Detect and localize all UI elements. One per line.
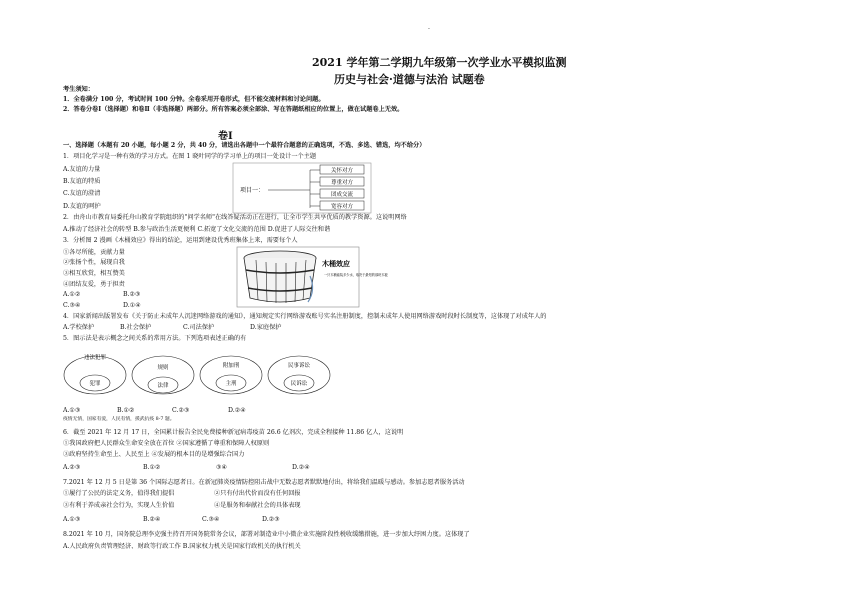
concept-diagrams <box>63 345 343 405</box>
statement: ②只有付出代价而没有任何回报 <box>214 490 301 497</box>
concept-group-1 <box>64 353 126 394</box>
statement: ①履行了公民的法定义务，值得我们提倡 <box>63 490 175 497</box>
option: C.③④ <box>202 516 220 523</box>
option: D.②④ <box>292 464 310 471</box>
footnote: 疫情无情，国家有爱，人民有情，援武抗疫 8-7 题。 <box>63 417 175 422</box>
question-stem: 4．国家新闻出版署发布《关于防止未成年人沉迷网络游戏的通知》，通知规定实行网络游戏账号实名注册制度，控制未成年人使用网络游戏时段时长制度等，这体现了对成年人的 <box>63 313 547 320</box>
diagram-box-3 <box>310 201 364 210</box>
question-stem: 7.2021 年 12 月 5 日是第 36 个国际志愿者日。在新冠肺炎疫情防控阻击战中无数志愿者默默地付出，将给我们温暖与感动。参加志愿者服务活动 <box>63 479 465 486</box>
question-stem: 8.2021 年 10 月，国务院总理李克强主持召开国务院常务会议，部署对制造业中小微企业实施阶段性税收缓缴措施，进一步加大纾困力度。这体现了 <box>63 531 470 538</box>
cartoon-title: 木桶效应 <box>322 259 350 268</box>
option: C.司法保护 <box>183 324 215 331</box>
statement: ②张扬个性，展现自我 <box>63 259 125 266</box>
statement: ①我国政府把人民群众生命安全放在首位 ②国家遵循了尊重和保障人权原则 <box>63 440 270 447</box>
option: D.②④ <box>228 407 246 414</box>
notice-item: 1．全卷满分 100 分，考试时间 100 分钟。全卷采用开卷形式，但不能交流材料和讨论问题。 <box>63 96 325 103</box>
page-subtitle: 历史与社会·道德与法治 试题卷 <box>334 73 485 86</box>
svg-text:民事诉讼: 民事诉讼 <box>287 363 311 369</box>
option: B.①② <box>117 407 135 414</box>
svg-text:关怀对方: 关怀对方 <box>330 168 354 174</box>
project-diagram <box>232 162 372 214</box>
svg-text:民诉讼: 民诉讼 <box>290 381 308 387</box>
section-instruction: 一、选择题（本题有 20 小题，每小题 2 分，共 40 分，请选出各题中一个最符合题意的正确选项，不选、多选、错选，均不给分） <box>63 142 426 149</box>
option: A.②③ <box>63 464 81 471</box>
option: D.友谊的呵护 <box>63 203 101 210</box>
option: A.①③ <box>63 516 81 523</box>
section-heading: 卷Ⅰ <box>218 131 233 142</box>
option: A.学校保护 <box>63 324 95 331</box>
statement: ③有利于养成亲社会行为，实现人生价值 <box>63 502 175 509</box>
option: C.友谊的澄清 <box>63 190 101 197</box>
question-stem: 2．由舟山市教育局委托舟山教育学院组织的"问学名师"在线答疑活动正在进行，让全市学生共享优质的教学资源。这说明网络 <box>63 214 407 221</box>
option: D.②③ <box>262 516 280 523</box>
statement: ④是服务和奉献社会的具体表现 <box>214 502 301 509</box>
svg-text:宽容对方: 宽容对方 <box>330 204 354 210</box>
notice-item: 2．答卷分卷Ⅰ（选择题）和卷Ⅱ（非选择题）两部分。所有答案必须全部涂、写在答题纸相应的位置上，做在试题卷上无效。 <box>63 106 404 113</box>
diagram-box-1 <box>310 177 364 186</box>
top-dot: · <box>428 26 430 33</box>
svg-text:团成交流: 团成交流 <box>330 192 354 198</box>
question-stem: 5．图示法是表示概念之间关系的常用方法。下列选项表述正确的有 <box>63 335 247 342</box>
concept-group-3 <box>200 356 262 394</box>
svg-text:主刑: 主刑 <box>225 381 237 387</box>
option-row: A.人民政府负责管理经济、财政等行政工作 B.国家权力机关是国家行政机关的执行机关 <box>63 543 301 550</box>
option: C.②③ <box>172 407 190 414</box>
notice-heading: 考生须知： <box>63 86 94 93</box>
svg-text:犯罪: 犯罪 <box>89 381 101 387</box>
diagram-box-2 <box>310 189 364 198</box>
option: B.①② <box>143 464 161 471</box>
svg-text:规则: 规则 <box>157 365 169 371</box>
statement: ③政府坚持生命至上、人民至上 ④发展的根本目的是增强综合国力 <box>63 451 245 458</box>
cartoon-caption: 一只木桶能装多少水，取决于最短的那块木板 <box>324 273 388 277</box>
option: A.友谊的力量 <box>63 166 101 173</box>
statement: ④团结友爱，勇于担责 <box>63 281 125 288</box>
concept-group-4 <box>268 356 330 394</box>
svg-text:违法犯罪: 违法犯罪 <box>83 355 107 361</box>
diagram-left-label: 项目一： <box>240 187 265 194</box>
option: D.①④ <box>123 302 141 309</box>
option: B.②④ <box>143 516 161 523</box>
question-stem: 6．截至 2021 年 12 月 17 日，全国累计报告全民免费接种新冠病毒疫苗 26.6 亿剂次，完成全程接种 11.86 亿人，这说明 <box>63 429 404 436</box>
option: A.①③ <box>63 407 81 414</box>
statement: ③相互欣赏，相互赞美 <box>63 270 125 277</box>
svg-text:附加刑: 附加刑 <box>222 363 240 369</box>
question-stem: 3．分析图 2 漫画《木桶效应》得出的结论，运用到建设优秀班集体上来，需要每个人 <box>63 237 298 244</box>
statement: ①各尽所能，贡献力量 <box>63 249 125 256</box>
diagram-box-0 <box>310 165 364 174</box>
svg-text:法律: 法律 <box>157 383 169 389</box>
option: ③④ <box>216 464 228 471</box>
option: A.①② <box>63 291 81 298</box>
option: C.③④ <box>63 302 81 309</box>
question-stem: 1．项目化学习是一种有效的学习方式。在图 1 晓叶同学的学习单上的项目一处设计一个主题 <box>63 153 317 160</box>
option: B.②③ <box>123 291 141 298</box>
svg-text:尊重对方: 尊重对方 <box>330 180 354 186</box>
option: B.友谊的特质 <box>63 178 101 185</box>
option: D.家庭保护 <box>250 324 282 331</box>
option-row: A.推动了经济社会的转型 B.参与政治生活更便利 C.拓宽了文化交流的范围 D.促进了人际交往和谐 <box>63 226 331 233</box>
option: B.社会保护 <box>120 324 152 331</box>
concept-group-2 <box>132 356 194 394</box>
page-title: 2021 学年第二学期九年级第一次学业水平模拟监测 <box>312 56 567 69</box>
barrel-cartoon <box>236 246 388 308</box>
